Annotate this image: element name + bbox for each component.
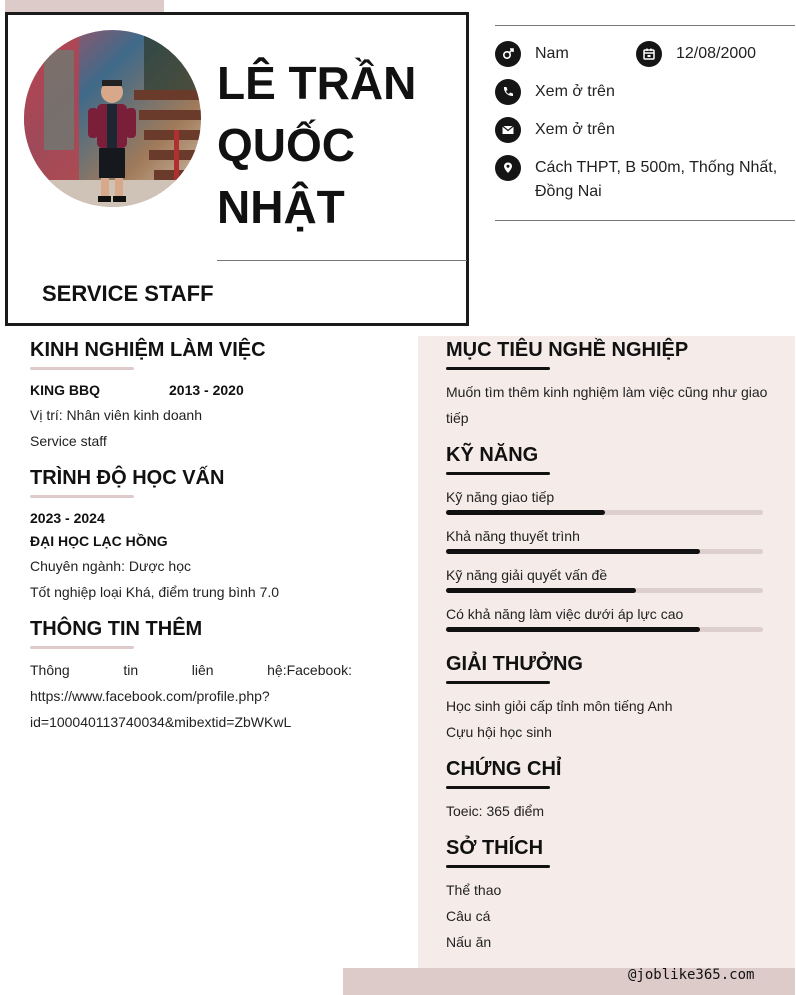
name-divider — [217, 260, 467, 261]
email-icon — [495, 117, 521, 143]
skills-underline — [446, 472, 550, 475]
contact-email — [495, 118, 615, 143]
experience-description: Service staff — [30, 433, 107, 449]
skill-label: Kỹ năng giải quyết vấn đề — [446, 567, 608, 583]
address-line-1: Cách THPT, B 500m, Thống Nhất, — [535, 159, 778, 176]
calendar-icon — [636, 41, 662, 67]
hobbies-underline — [446, 865, 550, 868]
gender-value: Nam — [535, 45, 569, 62]
skill-bar-fill — [446, 588, 636, 593]
contact-address — [495, 156, 795, 204]
name-line-3: NHẬT — [217, 181, 345, 233]
education-school: ĐẠI HỌC LẠC HỒNG — [30, 533, 168, 549]
address-line-2: Đồng Nai — [535, 183, 602, 200]
skill-label: Khả năng thuyết trình — [446, 528, 580, 544]
experience-underline — [30, 367, 134, 370]
watermark: @joblike365.com — [628, 967, 755, 983]
skill-bar-fill — [446, 627, 700, 632]
hobby-item: Thể thao — [446, 882, 502, 898]
experience-position: Vị trí: Nhân viên kinh doanh — [30, 407, 202, 423]
phone-icon — [495, 79, 521, 105]
additional-underline — [30, 646, 134, 649]
gender-icon — [495, 41, 521, 67]
skill-label: Có khả năng làm việc dưới áp lực cao — [446, 606, 684, 622]
education-grade: Tốt nghiệp loại Khá, điểm trung bình 7.0 — [30, 584, 280, 600]
facebook-link-id[interactable]: id=100040113740034&mibextid=ZbWKwL — [30, 714, 292, 730]
hobby-item: Nấu ăn — [446, 934, 492, 950]
contact-phone — [495, 80, 615, 105]
skill-label: Kỹ năng giao tiếp — [446, 489, 555, 505]
facebook-link[interactable]: https://www.facebook.com/profile.php? — [30, 688, 270, 704]
experience-period: 2013 - 2020 — [169, 382, 244, 398]
awards-underline — [446, 681, 550, 684]
additional-word: Thông — [30, 662, 70, 678]
education-title: TRÌNH ĐỘ HỌC VẤN — [30, 467, 225, 489]
name-line-2: QUỐC — [217, 119, 355, 171]
contact-gender — [495, 42, 569, 67]
experience-title: KINH NGHIỆM LÀM VIỆC — [30, 339, 266, 361]
objective-line-1: Muốn tìm thêm kinh nghiệm làm việc cũng như giao — [446, 384, 768, 400]
additional-contact — [30, 657, 352, 735]
experience-company: KING BBQ — [30, 382, 100, 398]
award-item: Cựu hội học sinh — [446, 724, 552, 740]
skill-bar — [446, 510, 763, 515]
skill-bar-fill — [446, 549, 700, 554]
education-major: Chuyên ngành: Dược học — [30, 558, 191, 574]
objective-title: MỤC TIÊU NGHỀ NGHIỆP — [446, 339, 689, 361]
birthday-value: 12/08/2000 — [676, 45, 757, 62]
education-underline — [30, 495, 134, 498]
additional-word: liên — [191, 662, 214, 678]
skill-bar — [446, 627, 763, 632]
skill-bar-fill — [446, 510, 605, 515]
email-value: Xem ở trên — [535, 121, 615, 138]
avatar — [24, 30, 201, 207]
certificate-item: Toeic: 365 điểm — [446, 803, 545, 819]
objective-underline — [446, 367, 550, 370]
certificates-underline — [446, 786, 550, 789]
award-item: Học sinh giỏi cấp tỉnh môn tiếng Anh — [446, 698, 673, 714]
additional-word: hệ:Facebook: — [267, 662, 352, 678]
skill-bar — [446, 549, 763, 554]
additional-line-1 — [30, 657, 352, 683]
hobbies-title: SỞ THÍCH — [446, 837, 544, 859]
certificates-title: CHỨNG CHỈ — [446, 758, 562, 780]
additional-title: THÔNG TIN THÊM — [30, 618, 203, 640]
location-pin-icon — [495, 155, 521, 181]
job-title: SERVICE STAFF — [42, 281, 214, 306]
skills-title: KỸ NĂNG — [446, 444, 539, 466]
contact-birthday — [636, 42, 756, 67]
additional-word: tin — [123, 662, 139, 678]
phone-value: Xem ở trên — [535, 83, 615, 100]
hobby-item: Câu cá — [446, 908, 491, 924]
name-line-1: LÊ TRẦN — [217, 57, 417, 109]
skill-bar — [446, 588, 763, 593]
education-period: 2023 - 2024 — [30, 510, 105, 526]
awards-title: GIẢI THƯỞNG — [446, 653, 583, 675]
objective-line-2: tiếp — [446, 410, 469, 426]
candidate-name — [217, 52, 457, 238]
